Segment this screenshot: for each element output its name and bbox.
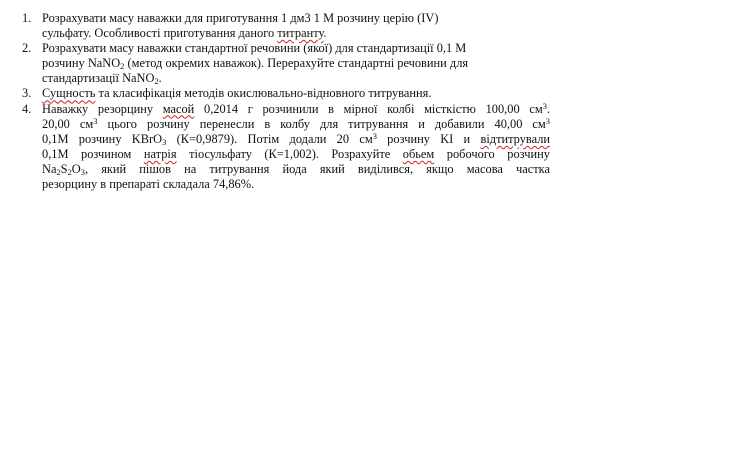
text-line: резорцину в препараті складала 74,86%. (42, 177, 255, 192)
text-line: Розрахувати масу наважки для приготування 1 дм3 1 М розчину церію (IV) (42, 11, 439, 25)
text-line: Сущность та класифікація методів окислювально-відновного титрування. (42, 86, 432, 101)
misspelled-word: обьем (402, 146, 435, 161)
misspelled-word: титранту (277, 26, 324, 41)
text-line: сульфату. Особливості приготування даного титранту. (42, 26, 327, 41)
list-item (22, 102, 550, 193)
list-number: 1. (22, 11, 32, 25)
list-item (22, 86, 550, 101)
list-number: 4. (22, 101, 32, 116)
text-line: Розрахувати масу наважки стандартної речовини (якої) для стандартизації 0,1 М (42, 41, 467, 56)
list-number: 3. (22, 86, 32, 101)
text-line: 0,1М розчину KBrO$_3$ (К=0,9879). Потім додали 20 $см^3$ розчину KI и відтитрували (42, 130, 551, 147)
text-line: 0,1М розчином натрія тіосульфату (К=1,002). Розрахуйте обьем робочого розчину (42, 146, 550, 161)
list-item (22, 11, 550, 41)
list-number: 2. (22, 41, 32, 56)
misspelled-word: масой (162, 101, 195, 116)
text-line: розчину NaNO$_2$ (метод окремих наважок). Перерахуйте стандартні речовини для (42, 56, 469, 72)
task-list (22, 11, 550, 192)
misspelled-word: натрія (143, 146, 177, 161)
list-item (22, 41, 550, 86)
misspelled-word: відтитрували (480, 131, 551, 146)
text-line: стандартизації NaNO$_2$. (42, 71, 162, 87)
text-line: 20,00 $см^3$ цього розчину перенесли в колбу для титрування и добавили 40,00 $см^3$ (42, 115, 550, 131)
text-line: $Na_2S_2O_3$, який пішов на титрування йода який виділився, якщо масова частка (42, 161, 550, 178)
text-line: Наважку резорцину масой 0,2014 г розчинили в мірної колбі місткістю 100,00 $см^3$. (42, 100, 551, 116)
misspelled-word: Сущность (42, 86, 96, 101)
